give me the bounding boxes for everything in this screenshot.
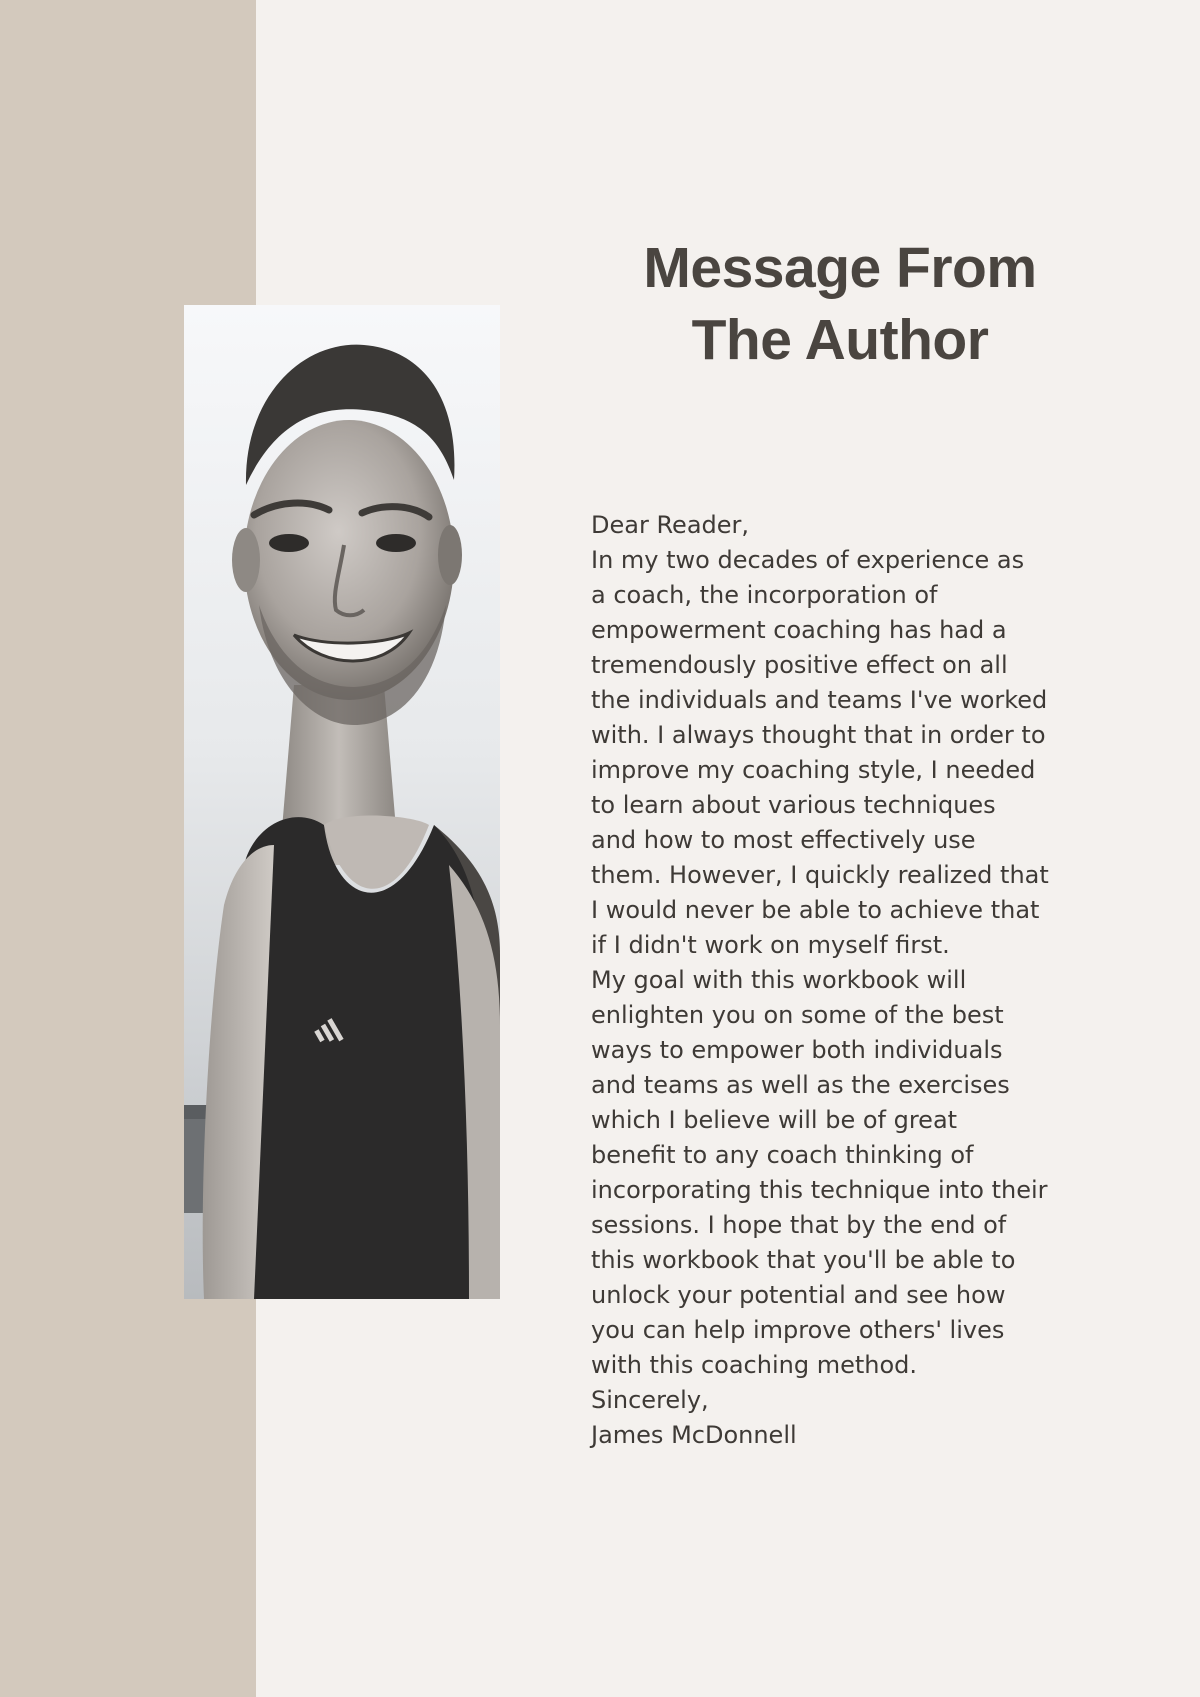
page-title <box>560 232 1120 376</box>
letter-salutation: Dear Reader, <box>591 511 750 539</box>
letter-signature: James McDonnell <box>591 1421 797 1449</box>
title-line-2: The Author <box>691 308 989 372</box>
letter-paragraph-2: My goal with this workbook will enlighten you on some of the best ways to empower both individuals and teams as well as the exercises which I believe will be of great benefit to any coach thinking of incorporating this technique into their sessions. I hope that by the end of this workbook that you'll be able to unlock your potential and see how you can help improve others' lives with this coaching method. <box>591 966 1048 1379</box>
author-letter <box>591 508 1111 1453</box>
letter-paragraph-1: In my two decades of experience as a coach, the incorporation of empowerment coaching has had a tremendously positive effect on all the individuals and teams I've worked with. I always thought that in order to improve my coaching style, I needed to learn about various techniques and how to most effectively use them. However, I quickly realized that I would never be able to achieve that if I didn't work on myself first. <box>591 546 1049 959</box>
letter-closing: Sincerely, <box>591 1386 709 1414</box>
title-line-1: Message From <box>643 236 1037 300</box>
author-portrait-icon <box>184 305 500 1299</box>
author-photo <box>184 305 500 1299</box>
